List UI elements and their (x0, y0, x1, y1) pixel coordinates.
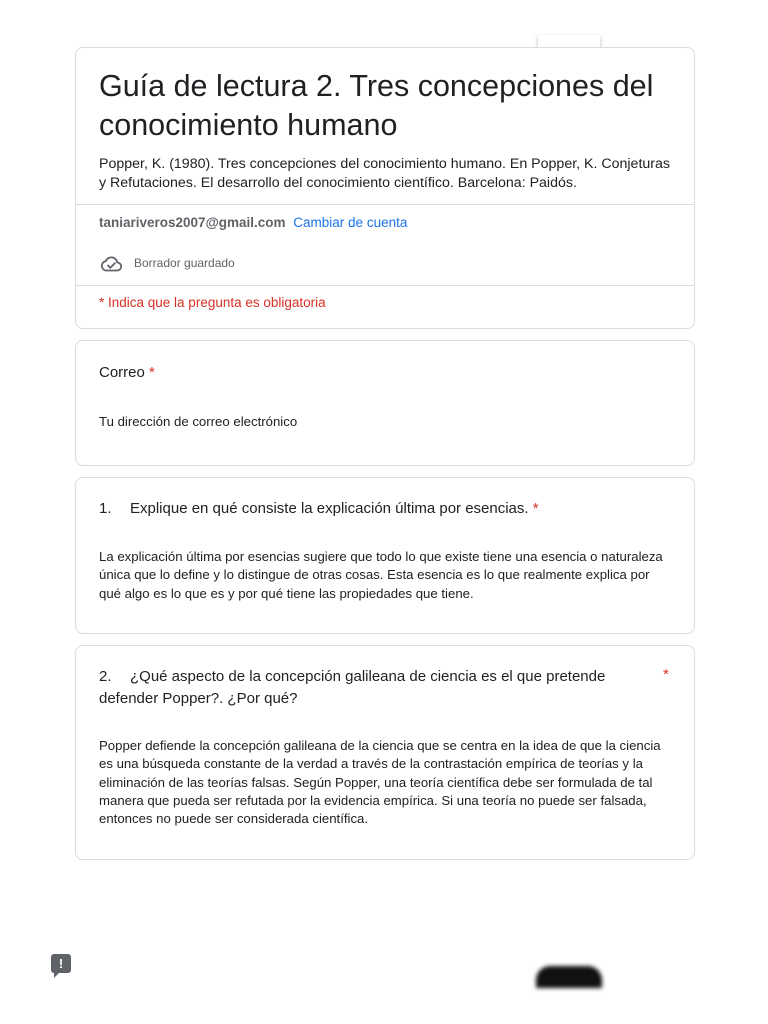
question-2-title (99, 666, 629, 710)
bottom-overlay (536, 966, 602, 988)
question-2-number: 2. (99, 668, 112, 685)
question-1-label: Explique en qué consiste la explicación última por esencias. (130, 500, 529, 517)
header-divider (76, 204, 694, 205)
form-title: Guía de lectura 2. Tres concepciones del conocimiento humano (99, 69, 654, 142)
feedback-icon[interactable] (51, 954, 71, 973)
email-input[interactable]: Tu dirección de correo electrónico (99, 414, 298, 429)
cloud-check-icon (99, 254, 123, 274)
account-row (99, 215, 407, 230)
email-question-title (99, 362, 155, 384)
question-1-answer[interactable]: La explicación última por esencias sugiere que todo lo que existe tiene una esencia o naturaleza única que lo define y lo distingue de otras cosas. Esta esencia es lo que realmente explica por qué algo es lo que es y por qué tiene las propiedades que tiene. (99, 549, 663, 601)
question-2-answer[interactable]: Popper defiende la concepción galileana de la ciencia que se centra en la idea de que la ciencia es una búsqueda constante de la verdad a través de la contrastación empírica de teorías y la eliminación de las teorías falsas. Según Popper, una teoría científica debe ser formulada de tal manera que pueda ser refutada por la evidencia empírica. Si una teoría no puede ser falsada, entonces no puede ser considerada científica. (99, 738, 661, 827)
form-description: Popper, K. (1980). Tres concepciones del conocimiento humano. En Popper, K. Conjeturas y Refutaciones. El desarrollo del conocimiento científico. Barcelona: Paidós. (99, 156, 670, 191)
required-asterisk: * (532, 500, 539, 517)
required-asterisk: * (663, 666, 669, 683)
feedback-glyph: ! (58, 956, 64, 971)
question-1-card (75, 477, 695, 634)
switch-account-link[interactable]: Cambiar de cuenta (293, 215, 408, 230)
email-question-card (75, 340, 695, 466)
form-header-card (75, 47, 695, 329)
question-2-label: ¿Qué aspecto de la concepción galileana de ciencia es el que pretende defender Popper?. ¿Por qué? (99, 668, 606, 707)
email-label: Correo (99, 364, 145, 381)
draft-status-text: Borrador guardado (134, 256, 235, 270)
account-email: taniariveros2007@gmail.com (99, 215, 286, 230)
required-divider (76, 285, 694, 286)
question-1-title (99, 498, 539, 520)
question-1-number: 1. (99, 500, 112, 517)
required-note: * Indica que la pregunta es obligatoria (99, 295, 326, 310)
required-asterisk: * (149, 364, 155, 381)
question-2-card (75, 645, 695, 860)
